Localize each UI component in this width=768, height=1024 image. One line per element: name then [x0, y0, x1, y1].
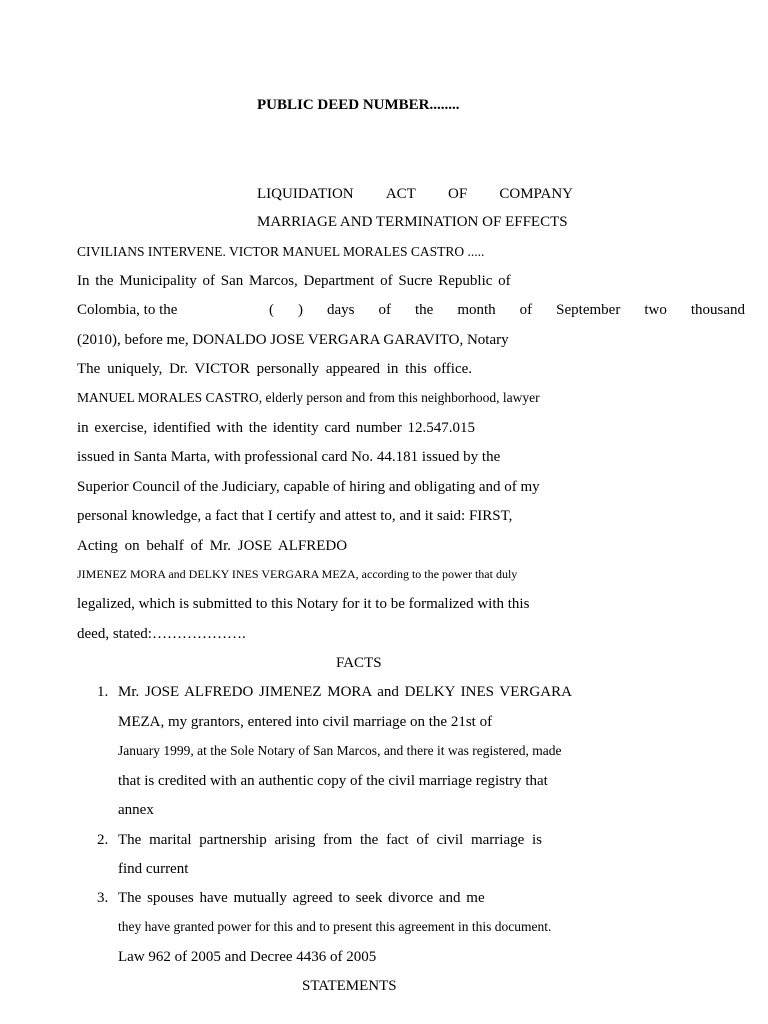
body-line: Superior Council of the Judiciary, capable of hiring and obligating and of my [77, 479, 540, 495]
body-word: ) [298, 302, 303, 318]
body-line: in exercise, identified with the identity card number 12.547.015 [77, 420, 475, 436]
body-word: of [519, 302, 533, 318]
subtitle-word: LIQUIDATION [257, 186, 354, 202]
body-word: thousand [690, 302, 745, 318]
body-line: In the Municipality of San Marcos, Department of Sucre Republic of [77, 273, 511, 289]
subtitle-word: ACT [385, 186, 416, 202]
subtitle-line-1 [257, 185, 573, 203]
fact-line: Law 962 of 2005 and Decree 4436 of 2005 [118, 949, 377, 965]
facts-heading: FACTS [336, 655, 382, 671]
fact-line: Mr. JOSE ALFREDO JIMENEZ MORA and DELKY INES VERGARA [118, 684, 572, 700]
body-line: personal knowledge, a fact that I certify and attest to, and it said: FIRST, [77, 508, 513, 524]
fact-line: The marital partnership arising from the fact of civil marriage is [118, 832, 543, 848]
body-line: legalized, which is submitted to this Notary for it to be formalized with this [77, 596, 530, 612]
body-line: JIMENEZ MORA and DELKY INES VERGARA MEZA, according to the power that duly [77, 567, 518, 581]
fact-line: The spouses have mutually agreed to seek divorce and me [118, 890, 485, 906]
fact-number: 2. [97, 832, 109, 848]
body-line: CIVILIANS INTERVENE. VICTOR MANUEL MORALES CASTRO ..... [77, 244, 485, 259]
fact-line: that is credited with an authentic copy of the civil marriage registry that [118, 773, 548, 789]
body-word: the [415, 302, 434, 318]
body-line: The uniquely, Dr. VICTOR personally appeared in this office. [77, 361, 473, 377]
body-line: Acting on behalf of Mr. JOSE ALFREDO [77, 538, 348, 554]
document-title: PUBLIC DEED NUMBER........ [257, 97, 460, 113]
body-word: ( [269, 302, 274, 318]
body-line-justified [269, 301, 745, 319]
body-line: issued in Santa Marta, with professional card No. 44.181 issued by the [77, 449, 501, 465]
fact-line: annex [118, 802, 154, 818]
fact-number: 3. [97, 890, 109, 906]
body-line: deed, stated:………………. [77, 626, 246, 642]
fact-line: find current [118, 861, 189, 877]
fact-line: MEZA, my grantors, entered into civil marriage on the 21st of [118, 714, 493, 730]
body-line: MANUEL MORALES CASTRO, elderly person and from this neighborhood, lawyer [77, 390, 540, 405]
body-word: days [327, 302, 355, 318]
body-word: month [457, 302, 496, 318]
subtitle-word: COMPANY [499, 186, 573, 202]
subtitle-word: OF [448, 186, 468, 202]
statements-heading: STATEMENTS [302, 978, 397, 994]
body-word: September [556, 302, 621, 318]
body-line: (2010), before me, DONALDO JOSE VERGARA GARAVITO, Notary [77, 332, 509, 348]
fact-number: 1. [97, 684, 109, 700]
fact-line: they have granted power for this and to present this agreement in this document. [118, 919, 552, 934]
fact-line: January 1999, at the Sole Notary of San Marcos, and there it was registered, made [118, 743, 562, 758]
body-word: of [378, 302, 391, 318]
body-word: two [644, 302, 667, 318]
body-line: Colombia, to the [77, 302, 178, 318]
subtitle-line-2: MARRIAGE AND TERMINATION OF EFFECTS [257, 214, 568, 230]
